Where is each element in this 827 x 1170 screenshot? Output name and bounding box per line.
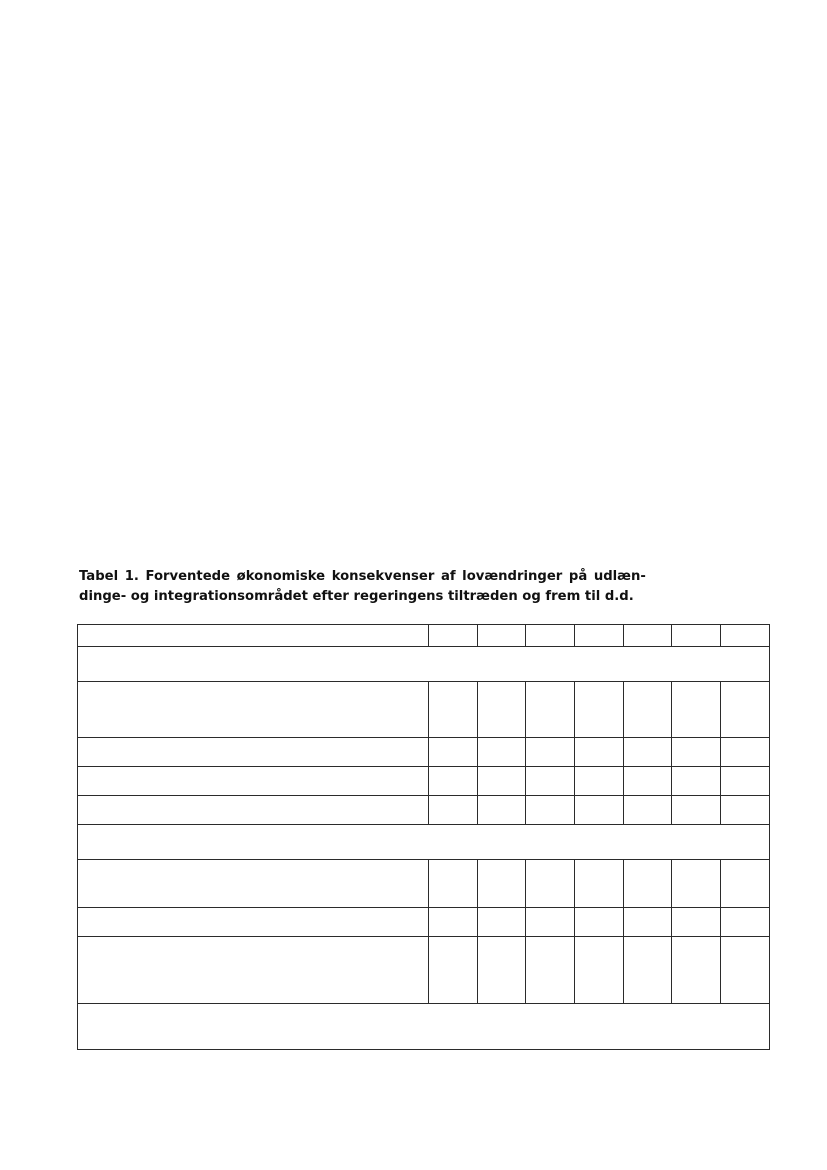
value-cell bbox=[477, 738, 526, 767]
value-cell bbox=[672, 796, 721, 825]
value-cell bbox=[672, 908, 721, 937]
value-cell bbox=[575, 860, 624, 908]
value-cell bbox=[672, 682, 721, 738]
value-cell bbox=[575, 767, 624, 796]
value-cell bbox=[672, 937, 721, 1004]
value-cell bbox=[429, 796, 478, 825]
row-label-cell bbox=[78, 937, 429, 1004]
value-cell bbox=[575, 738, 624, 767]
table-row bbox=[78, 860, 770, 908]
row-label-cell bbox=[78, 767, 429, 796]
section-row bbox=[78, 825, 770, 860]
header-cell bbox=[623, 625, 672, 647]
value-cell bbox=[477, 860, 526, 908]
value-cell bbox=[429, 860, 478, 908]
table-caption bbox=[79, 567, 646, 607]
table-row bbox=[78, 937, 770, 1004]
value-cell bbox=[526, 937, 575, 1004]
value-cell bbox=[623, 767, 672, 796]
value-cell bbox=[526, 682, 575, 738]
value-cell bbox=[623, 937, 672, 1004]
value-cell bbox=[721, 937, 770, 1004]
caption-line-1: Tabel 1. Forventede økonomiske konsekvenser af lovændringer på udlæn- bbox=[79, 569, 646, 584]
table-footer-row bbox=[78, 1004, 770, 1050]
table-row bbox=[78, 767, 770, 796]
table-row bbox=[78, 796, 770, 825]
value-cell bbox=[477, 937, 526, 1004]
value-cell bbox=[477, 682, 526, 738]
value-cell bbox=[721, 908, 770, 937]
row-label-cell bbox=[78, 796, 429, 825]
row-label-cell bbox=[78, 682, 429, 738]
value-cell bbox=[721, 796, 770, 825]
value-cell bbox=[721, 767, 770, 796]
consequences-table bbox=[77, 624, 770, 1050]
value-cell bbox=[477, 908, 526, 937]
row-label-cell bbox=[78, 738, 429, 767]
section-cell bbox=[78, 825, 770, 860]
header-cell bbox=[526, 625, 575, 647]
value-cell bbox=[623, 796, 672, 825]
section-row bbox=[78, 647, 770, 682]
value-cell bbox=[429, 682, 478, 738]
caption-line-2: dinge- og integrationsområdet efter regeringens tiltræden og frem til d.d. bbox=[79, 589, 634, 604]
value-cell bbox=[477, 767, 526, 796]
row-label-cell bbox=[78, 860, 429, 908]
value-cell bbox=[721, 738, 770, 767]
header-cell bbox=[672, 625, 721, 647]
header-cell bbox=[477, 625, 526, 647]
value-cell bbox=[429, 767, 478, 796]
value-cell bbox=[575, 796, 624, 825]
value-cell bbox=[429, 908, 478, 937]
value-cell bbox=[429, 937, 478, 1004]
table-row bbox=[78, 682, 770, 738]
header-cell bbox=[721, 625, 770, 647]
footer-cell bbox=[78, 1004, 770, 1050]
table-row bbox=[78, 908, 770, 937]
value-cell bbox=[721, 682, 770, 738]
value-cell bbox=[623, 860, 672, 908]
header-cell bbox=[575, 625, 624, 647]
value-cell bbox=[575, 937, 624, 1004]
row-label-cell bbox=[78, 908, 429, 937]
value-cell bbox=[429, 738, 478, 767]
section-cell bbox=[78, 647, 770, 682]
value-cell bbox=[672, 738, 721, 767]
value-cell bbox=[477, 796, 526, 825]
table-row bbox=[78, 738, 770, 767]
value-cell bbox=[575, 908, 624, 937]
value-cell bbox=[526, 908, 575, 937]
value-cell bbox=[526, 738, 575, 767]
value-cell bbox=[526, 796, 575, 825]
header-label-cell bbox=[78, 625, 429, 647]
header-cell bbox=[429, 625, 478, 647]
value-cell bbox=[526, 860, 575, 908]
value-cell bbox=[623, 738, 672, 767]
value-cell bbox=[575, 682, 624, 738]
value-cell bbox=[721, 860, 770, 908]
value-cell bbox=[672, 767, 721, 796]
value-cell bbox=[623, 908, 672, 937]
value-cell bbox=[526, 767, 575, 796]
value-cell bbox=[672, 860, 721, 908]
table-header-row bbox=[78, 625, 770, 647]
value-cell bbox=[623, 682, 672, 738]
